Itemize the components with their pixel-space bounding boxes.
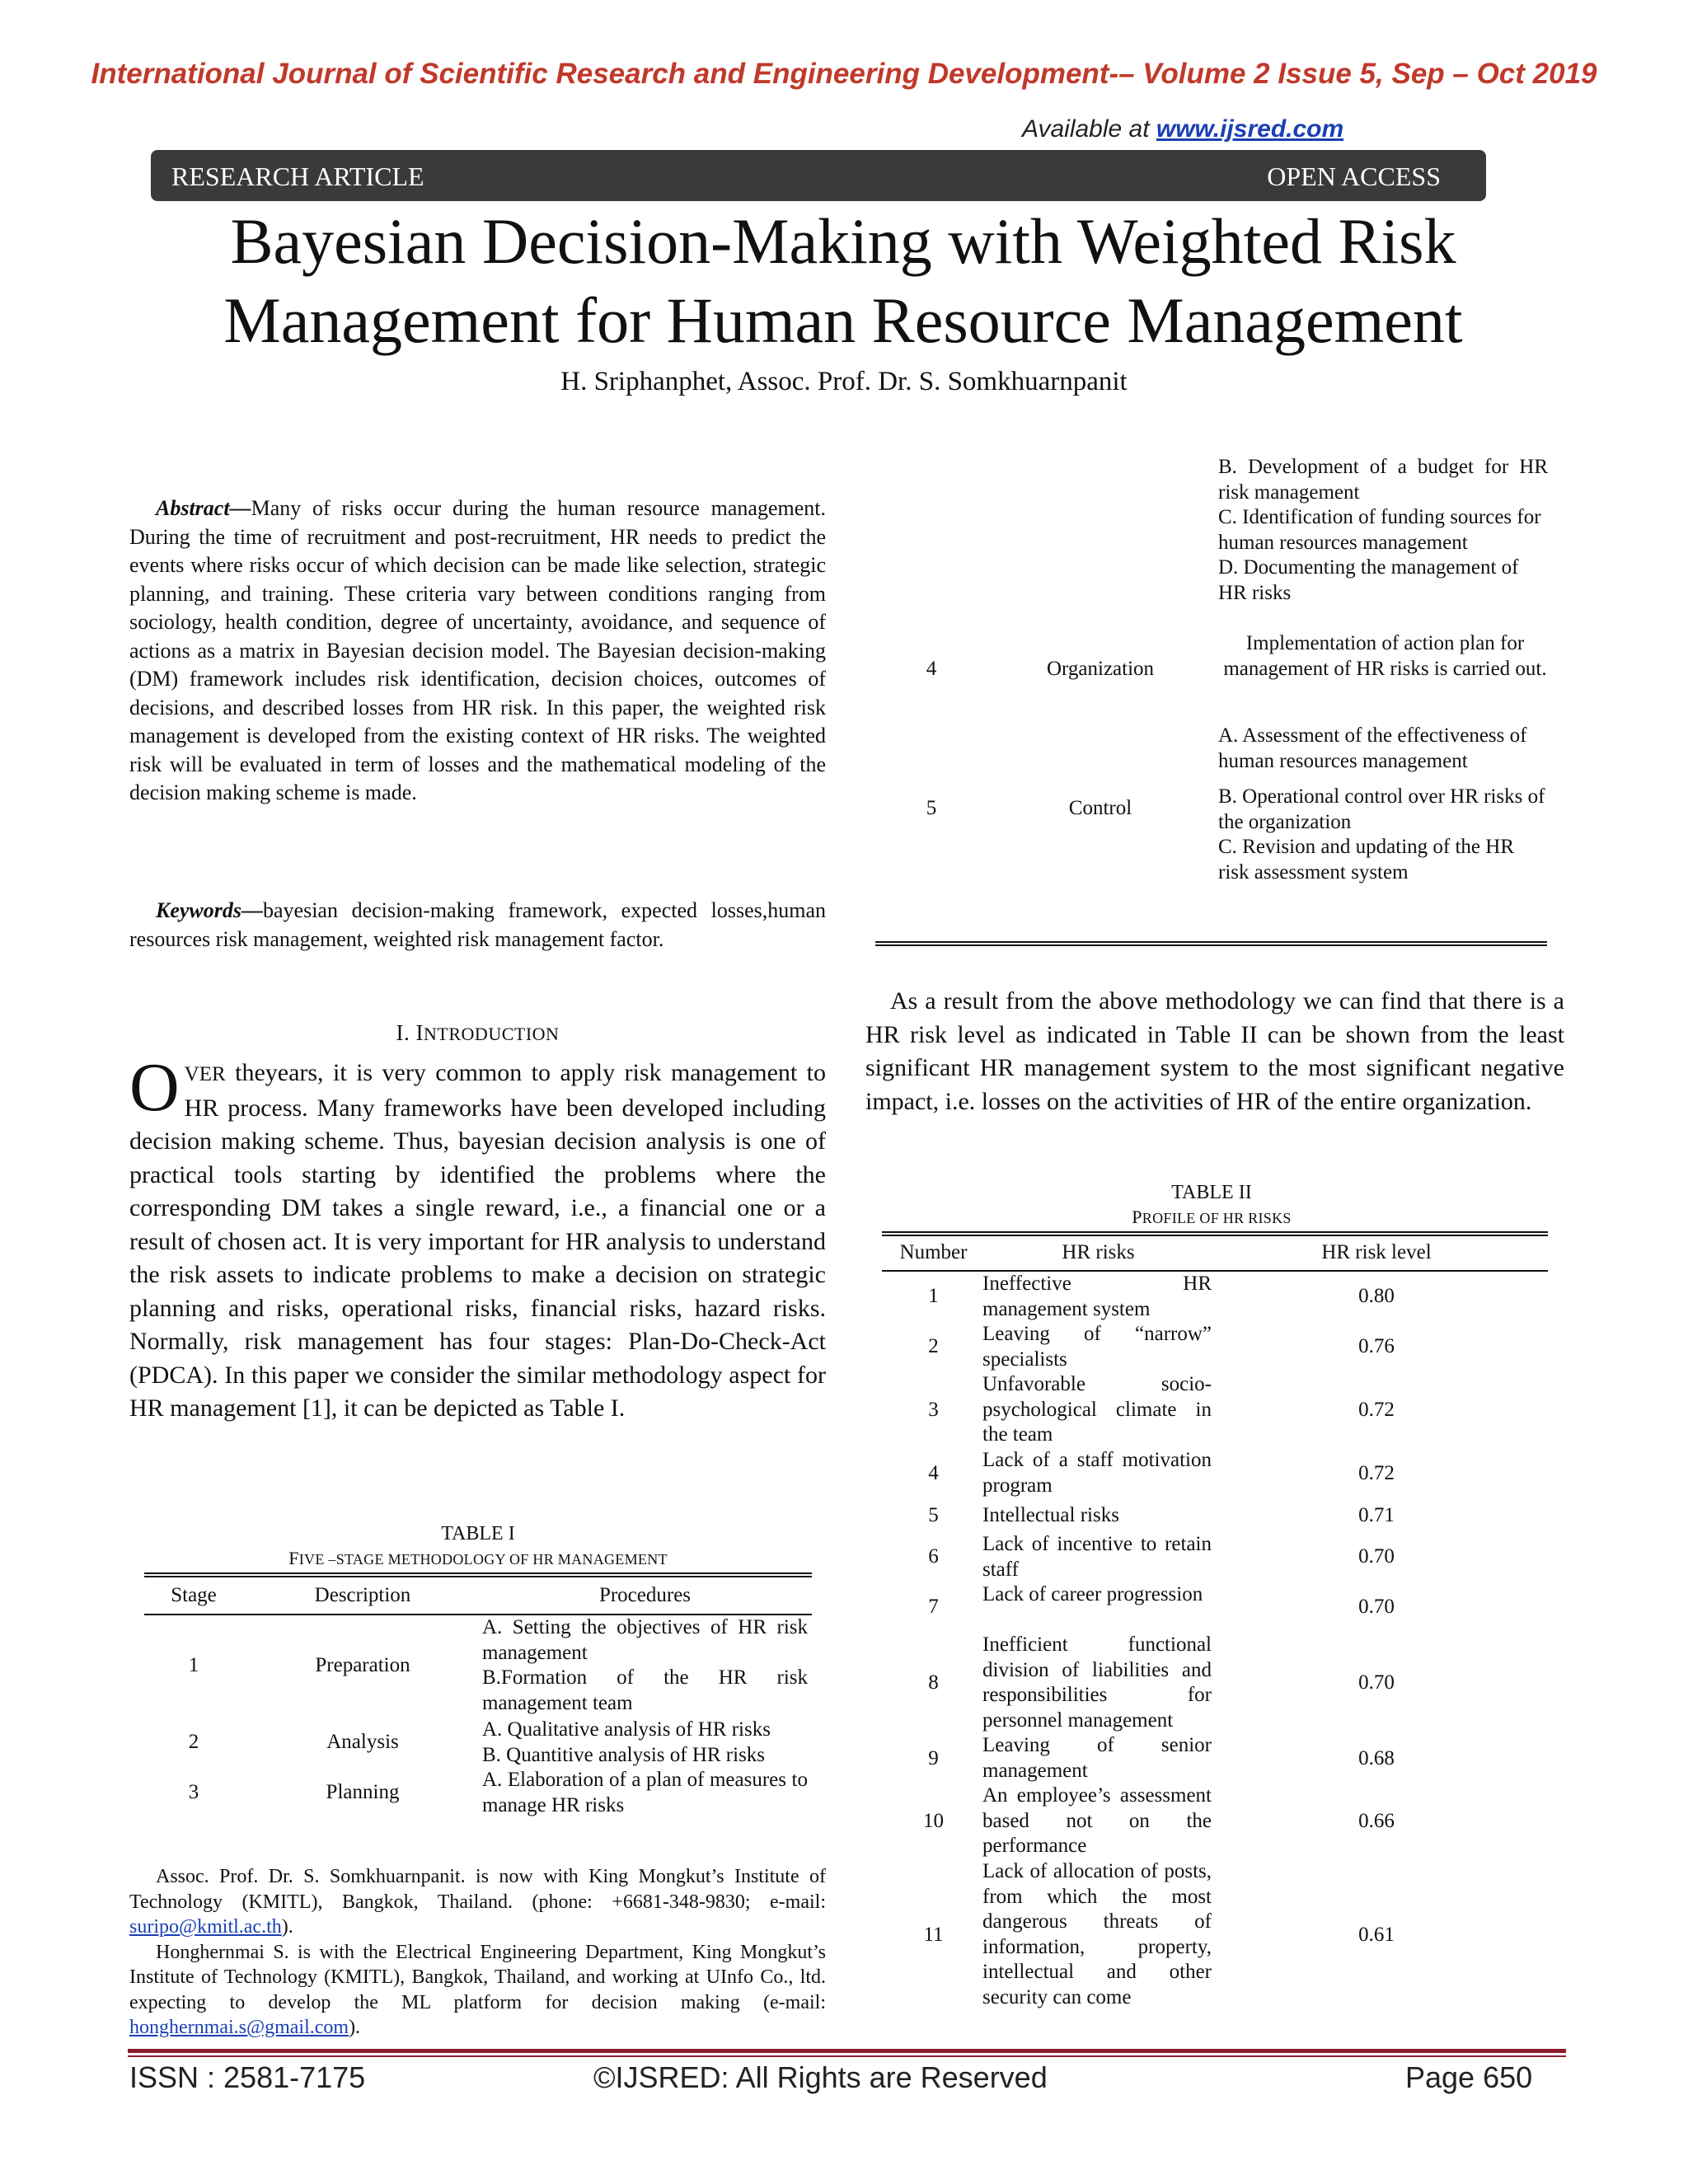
table1-stage: 1 xyxy=(188,1654,199,1676)
table1-subtitle-rest: IVE –STAGE METHODOLOGY OF HR MANAGEMENT xyxy=(298,1551,668,1568)
drop-cap: O xyxy=(129,1049,180,1126)
table1-subtitle-initial: F xyxy=(288,1548,299,1568)
table1-description: Planning xyxy=(326,1781,400,1803)
table2-risk: Lack of a staff motivation program xyxy=(982,1449,1212,1497)
table2-level: 0.76 xyxy=(1358,1335,1395,1357)
table1-header-stage: Stage xyxy=(171,1584,217,1606)
table1-stage: 4 xyxy=(926,658,937,680)
table2-level: 0.61 xyxy=(1358,1924,1395,1946)
journal-header: International Journal of Scientific Research and Engineering Development-– Volume 2 Issue 5, Sep – Oct 2019 xyxy=(91,58,1597,90)
table2-caption: TABLE II xyxy=(1171,1182,1252,1203)
table1-description: Organization xyxy=(1046,658,1155,680)
footnote-end: ). xyxy=(281,1916,293,1938)
table2-level: 0.68 xyxy=(1358,1747,1395,1769)
table2-number: 10 xyxy=(923,1810,944,1832)
table2-risk: Ineffective HR management system xyxy=(982,1272,1212,1320)
table2-number: 1 xyxy=(928,1285,939,1307)
table2-subtitle xyxy=(882,1207,1541,1228)
table2-header-number: Number xyxy=(899,1241,968,1263)
table2-risk: Leaving of senior management xyxy=(982,1734,1212,1782)
introduction-body: theyears, it is very common to apply risk management to HR process. Many frameworks have been developed including decision making scheme. Thus, bayesian decision analysis is one of practical tools starting by identified the problems where the corresponding DM takes a single reward, i.e., a financial one or a result of chosen act. It is very important for HR analysis to understand the risk assets to indicate problems to make a decision on strategic planning and risks, operational risks, financial risks, hazard risks. Normally, risk management has four stages: Plan-Do-Check-Act (PDCA). In this paper we consider the similar methodology aspect for HR management [1], it can be depicted as Table I. xyxy=(129,1059,826,1422)
table2-level: 0.70 xyxy=(1358,1671,1395,1694)
table2-level: 0.66 xyxy=(1358,1810,1395,1832)
table1-procedure: B. Operational control over HR risks of the organization xyxy=(1218,785,1545,833)
footer-rule-thin xyxy=(128,2055,1566,2057)
table1-header-procedures: Procedures xyxy=(598,1584,692,1606)
result-paragraph: As a result from the above methodology we can find that there is a HR risk level as indicated in Table II can be shown from the least significant HR management system to the most significant negative impact, i.e. losses on the activities of HR of the entire organization. xyxy=(865,987,1564,1115)
table2-subtitle-rest: ROFILE OF HR RISKS xyxy=(1142,1210,1292,1226)
table2-number: 8 xyxy=(928,1671,939,1694)
table1-procedure: B. Development of a budget for HR risk management xyxy=(1218,456,1548,504)
copyright: ©IJSRED: All Rights are Reserved xyxy=(593,2060,1048,2094)
table2-risk: An employee’s assessment based not on the performance xyxy=(982,1784,1212,1857)
table2-level: 0.70 xyxy=(1358,1545,1395,1568)
table2-number: 11 xyxy=(923,1924,944,1946)
heading-initial: I xyxy=(415,1020,424,1045)
email-link[interactable]: honghernmai.s@gmail.com xyxy=(129,2017,349,2038)
table1-procedure: D. Documenting the management of HR risks xyxy=(1218,556,1519,604)
journal-link[interactable]: www.ijsred.com xyxy=(1156,115,1344,143)
table1-stage: 2 xyxy=(188,1731,199,1753)
footer-rule xyxy=(128,2049,1566,2053)
authors: H. Sriphanphet, Assoc. Prof. Dr. S. Somkhuarnpanit xyxy=(560,367,1128,396)
table2-subtitle-initial: P xyxy=(1132,1207,1142,1227)
table1-procedure: A. Assessment of the effectiveness of human resources management xyxy=(1218,724,1527,772)
table2-header-level: HR risk level xyxy=(1321,1241,1432,1263)
table1-procedure: A. Qualitative analysis of HR risks xyxy=(482,1718,771,1741)
table2-level: 0.72 xyxy=(1358,1462,1395,1484)
heading-rest: NTRODUCTION xyxy=(424,1024,560,1044)
table1-caption: TABLE I xyxy=(441,1523,515,1544)
table1-stage: 5 xyxy=(926,797,937,819)
issn: ISSN : 2581-7175 xyxy=(129,2060,366,2094)
table1-procedure: A. Setting the objectives of HR risk management xyxy=(482,1616,808,1664)
footnote-end: ). xyxy=(349,2017,361,2038)
table2-header-risks: HR risks xyxy=(1062,1241,1135,1263)
access-type: OPEN ACCESS xyxy=(1267,162,1441,191)
article-type-bar xyxy=(151,150,1486,201)
abstract-text: Many of risks occur during the human resource management. During the time of recruitment and post-recruitment, HR needs to predict the events where risks occur of which decision can be made like selection, strategic planning, and training. These criteria vary between conditions ranging from sociology, health condition, degree of uncertainty, avoidance, and sequence of actions as a matrix in Bayesian decision model. The Bayesian decision-making (DM) framework includes risk identification, decision choices, outcomes of decisions, and described losses from HR risk. In this paper, the weighted risk management is developed from the existing context of HR risks. The weighted risk will be evaluated in term of losses and the mathematical modeling of the decision making scheme is made. xyxy=(129,496,826,804)
keywords xyxy=(129,897,826,954)
article-type: RESEARCH ARTICLE xyxy=(171,162,424,191)
availability-line xyxy=(1022,115,1343,143)
table1-top-rule xyxy=(144,1572,812,1577)
title-line-1: Bayesian Decision-Making with Weighted Risk xyxy=(230,205,1456,277)
table1-stage: 3 xyxy=(188,1781,199,1803)
table2-level: 0.80 xyxy=(1358,1285,1395,1307)
table1-bottom-rule xyxy=(875,941,1547,946)
footnote-text: Assoc. Prof. Dr. S. Somkhuarnpanit. is now with King Mongkut’s Institute of Technology (KMITL), Bangkok, Thailand. (phone: +6681-348-9830; e-mail: xyxy=(129,1866,826,1913)
table1-description: Analysis xyxy=(326,1731,399,1753)
keywords-text: bayesian decision-making framework, expected losses,human resources risk management, weighted risk management factor. xyxy=(129,898,826,951)
table1-procedure: B.Formation of the HR risk management team xyxy=(482,1666,808,1714)
table2-number: 9 xyxy=(928,1747,939,1769)
table1-procedure: C. Revision and updating of the HR risk assessment system xyxy=(1218,836,1514,883)
table1-procedure: Implementation of action plan for management of HR risks is carried out. xyxy=(1223,632,1547,680)
first-word-rest: VER xyxy=(184,1063,226,1085)
table2-risk: Inefficient functional division of liabilities and responsibilities for personnel management xyxy=(982,1633,1212,1732)
paper-title xyxy=(151,202,1536,360)
available-prefix: Available at xyxy=(1022,115,1156,143)
introduction-text xyxy=(129,1049,826,1426)
section-number: I. xyxy=(396,1020,416,1045)
table2-risk: Intellectual risks xyxy=(982,1504,1119,1526)
footnote-para-1 xyxy=(129,1864,826,1940)
table1-procedure: C. Identification of funding sources for human resources management xyxy=(1218,506,1541,554)
abstract-label: Abstract— xyxy=(156,496,251,520)
table2-risk: Lack of allocation of posts, from which the most dangerous threats of information, property, intellectual and other security can come xyxy=(982,1860,1212,2008)
page-number: Page 650 xyxy=(1405,2060,1533,2094)
table2-number: 4 xyxy=(928,1462,939,1484)
table1-subtitle xyxy=(144,1548,812,1569)
introduction-heading xyxy=(129,1020,826,1046)
table2-number: 7 xyxy=(928,1596,939,1618)
table2-number: 2 xyxy=(928,1335,939,1357)
table2-number: 3 xyxy=(928,1399,939,1421)
table1-description: Preparation xyxy=(315,1654,410,1676)
table2-risk: Lack of incentive to retain staff xyxy=(982,1533,1212,1581)
keywords-label: Keywords— xyxy=(156,898,263,922)
table2-level: 0.70 xyxy=(1358,1596,1395,1618)
email-link[interactable]: suripo@kmitl.ac.th xyxy=(129,1916,282,1938)
table2-risk: Leaving of “narrow” specialists xyxy=(982,1323,1212,1371)
table2-number: 6 xyxy=(928,1545,939,1568)
table1-description: Control xyxy=(1068,797,1132,819)
table2-risk: Lack of career progression xyxy=(982,1583,1203,1605)
table2-number: 5 xyxy=(928,1504,939,1526)
table2-top-rule xyxy=(882,1231,1548,1236)
table1-procedure: A. Elaboration of a plan of measures to manage HR risks xyxy=(482,1769,808,1816)
table2-level: 0.71 xyxy=(1358,1504,1395,1526)
footnote-para-2 xyxy=(129,1940,826,2041)
table1-procedure: B. Quantitive analysis of HR risks xyxy=(482,1744,766,1766)
table2-risk: Unfavorable socio-psychological climate in the team xyxy=(982,1373,1212,1446)
table1-header-description: Description xyxy=(314,1584,411,1606)
abstract xyxy=(129,494,826,808)
author-footnote xyxy=(129,1864,826,2041)
title-line-2: Management for Human Resource Management xyxy=(223,284,1463,356)
footnote-text: Honghernmai S. is with the Electrical Engineering Department, King Mongkut’s Institute of Technology (KMITL), Bangkok, Thailand, and working at UInfo Co., ltd. expecting to develop the ML platform for decision making (e-mail: xyxy=(129,1941,826,2013)
table2-level: 0.72 xyxy=(1358,1399,1395,1421)
